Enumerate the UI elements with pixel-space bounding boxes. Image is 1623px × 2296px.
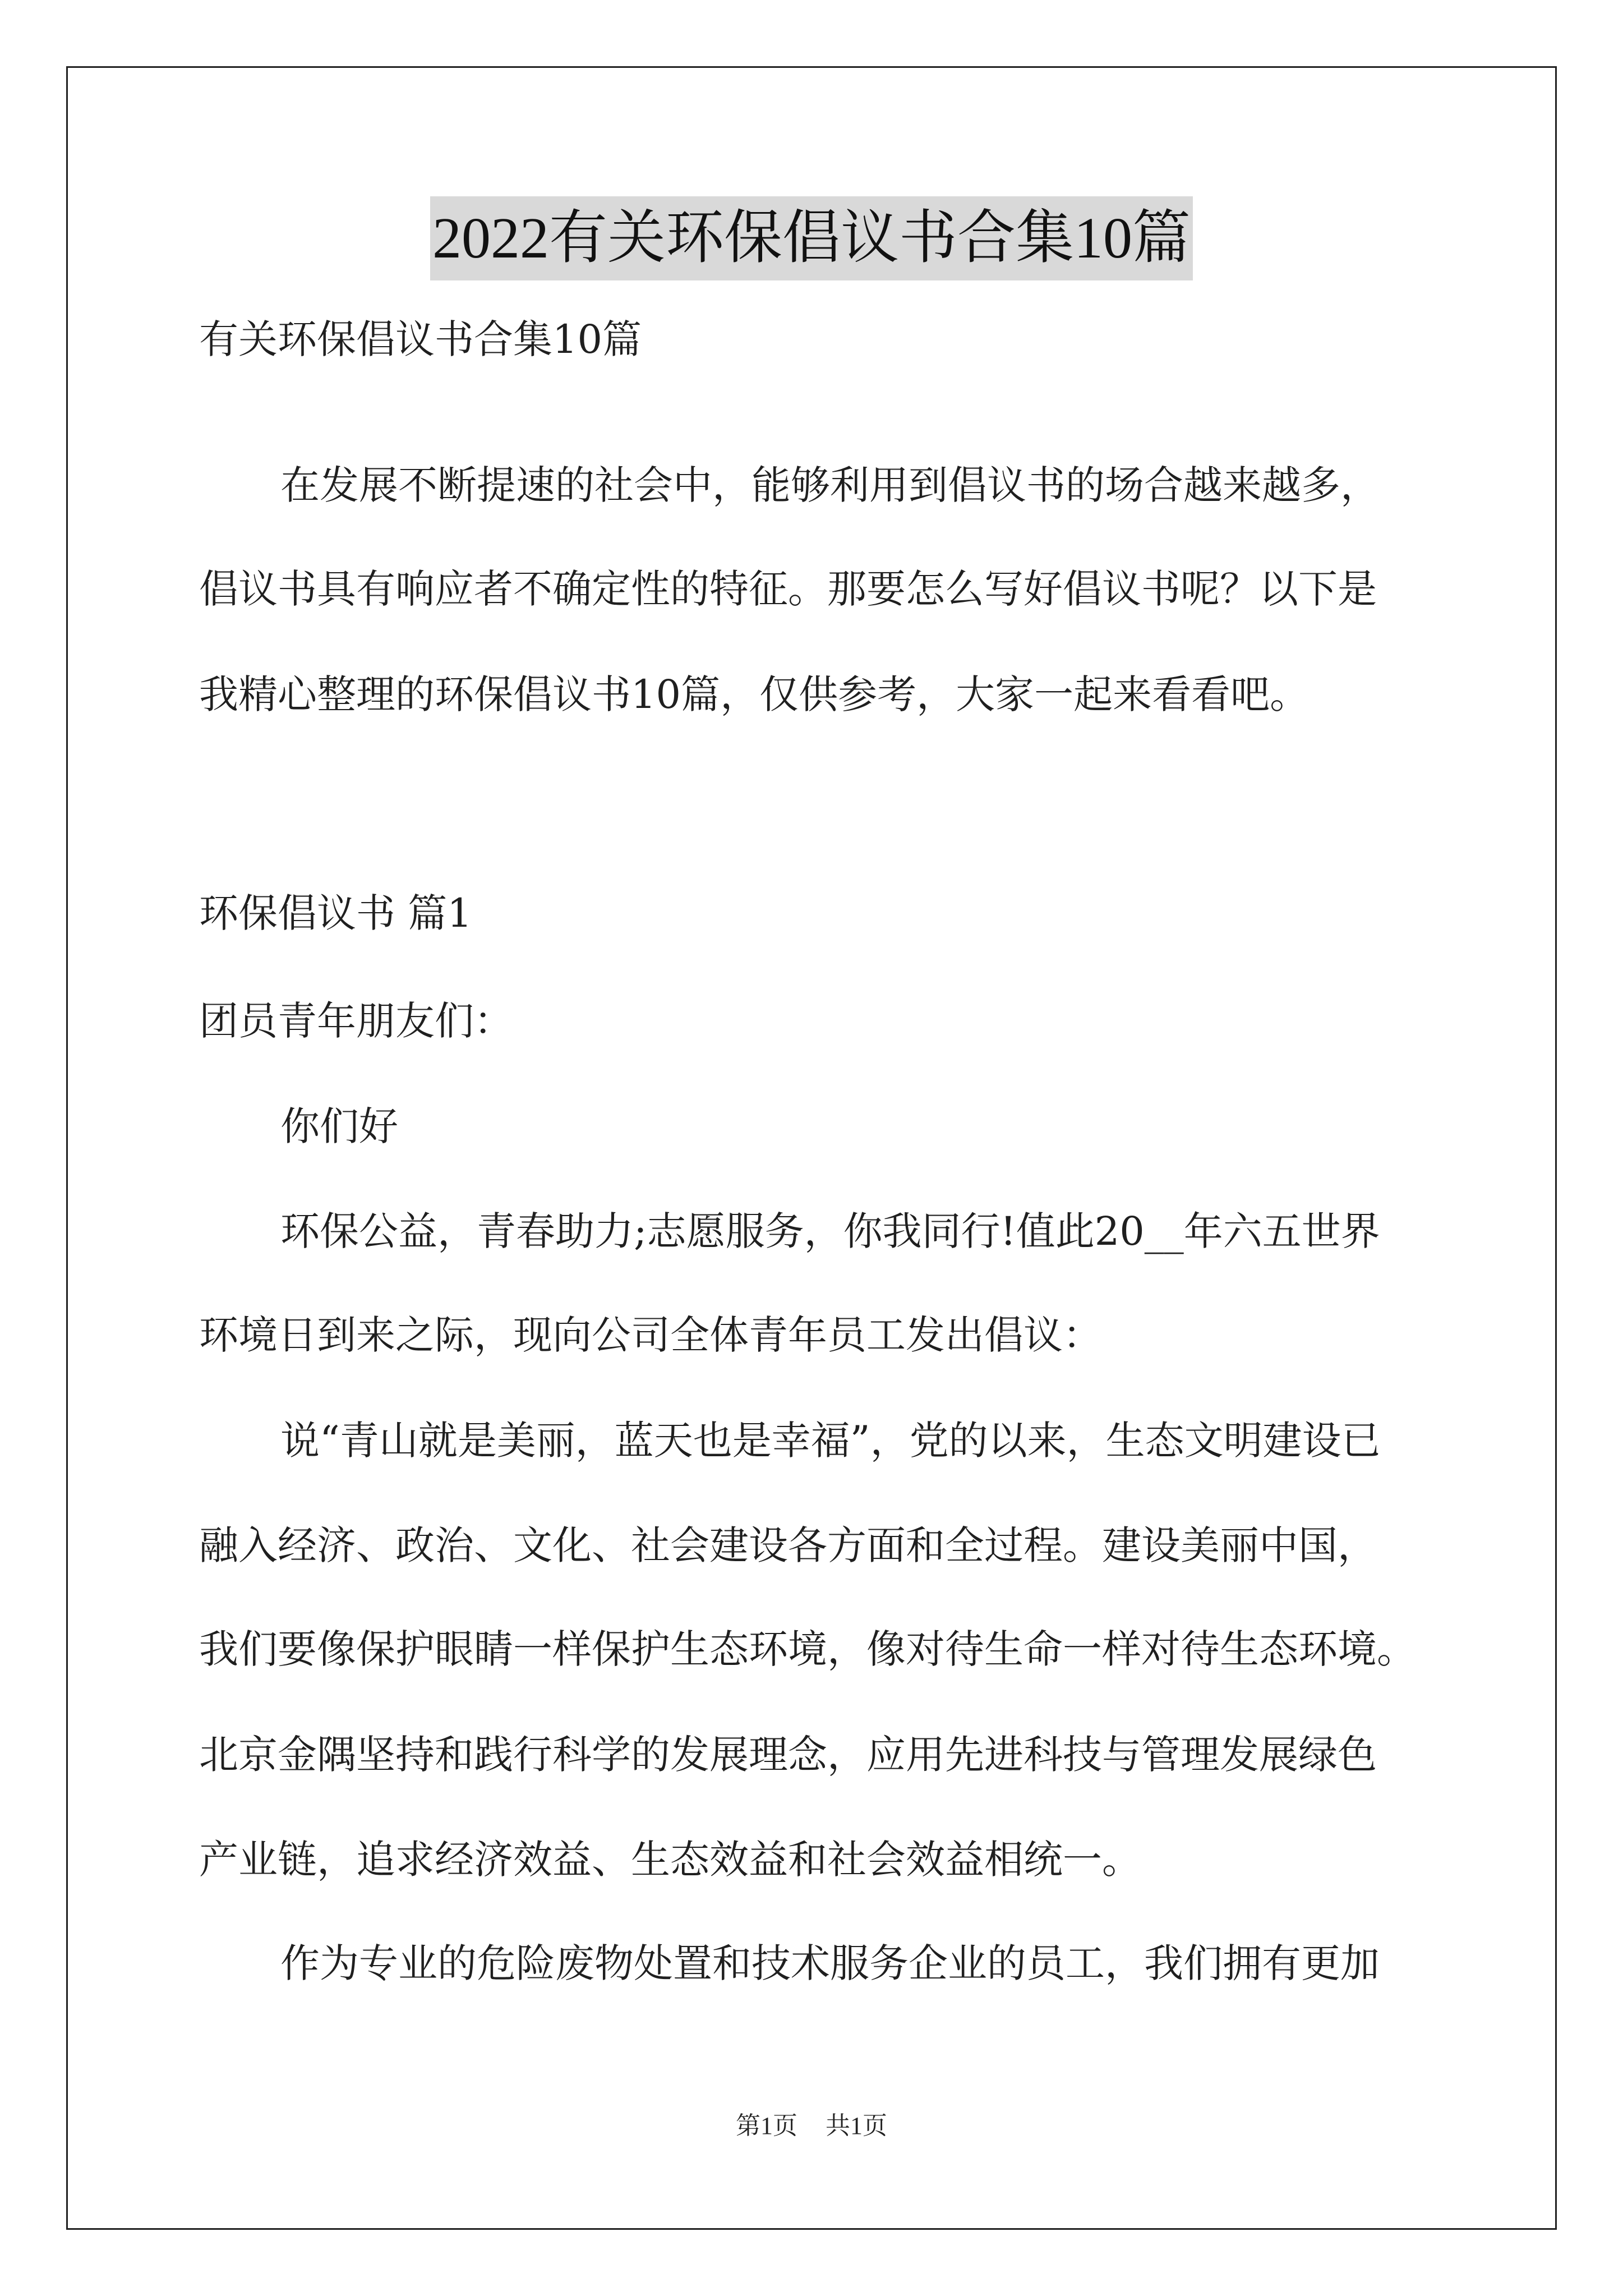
intro-line: 我精心整理的环保倡议书10篇，仅供参考，大家一起来看看吧。 (199, 671, 1310, 717)
page-number: 第1页 (736, 2112, 797, 2139)
salutation: 团员青年朋友们： (199, 998, 513, 1044)
paragraph-line: 说“青山就是美丽，蓝天也是幸福”，党的以来，生态文明建设已 (280, 1418, 1381, 1464)
intro-line: 倡议书具有响应者不确定性的特征。那要怎么写好倡议书呢？以下是 (199, 566, 1377, 612)
document-title (0, 196, 1623, 280)
greeting: 你们好 (280, 1103, 398, 1149)
page-footer (0, 2109, 1623, 2143)
paragraph-line: 融入经济、政治、文化、社会建设各方面和全过程。建设美丽中国， (199, 1522, 1377, 1568)
intro-line: 在发展不断提速的社会中，能够利用到倡议书的场合越来越多， (280, 462, 1380, 508)
paragraph-line: 环保公益，青春助力;志愿服务，你我同行!值此20__年六五世界 (280, 1208, 1380, 1254)
document-subtitle: 有关环保倡议书合集10篇 (199, 316, 642, 362)
paragraph-line: 我们要像保护眼睛一样保护生态环境，像对待生命一样对待生态环境。 (199, 1626, 1416, 1672)
page-total: 共1页 (826, 2112, 887, 2139)
paragraph-line: 产业链，追求经济效益、生态效益和社会效益相统一。 (199, 1837, 1141, 1883)
paragraph-line: 环境日到来之际，现向公司全体青年员工发出倡议： (199, 1312, 1102, 1358)
document-title-text: 2022有关环保倡议书合集10篇 (430, 196, 1193, 280)
section-heading: 环保倡议书 篇1 (199, 890, 472, 936)
paragraph-line: 作为专业的危险废物处置和技术服务企业的员工，我们拥有更加 (280, 1940, 1380, 1986)
paragraph-line: 北京金隅坚持和践行科学的发展理念，应用先进科技与管理发展绿色 (199, 1732, 1377, 1778)
